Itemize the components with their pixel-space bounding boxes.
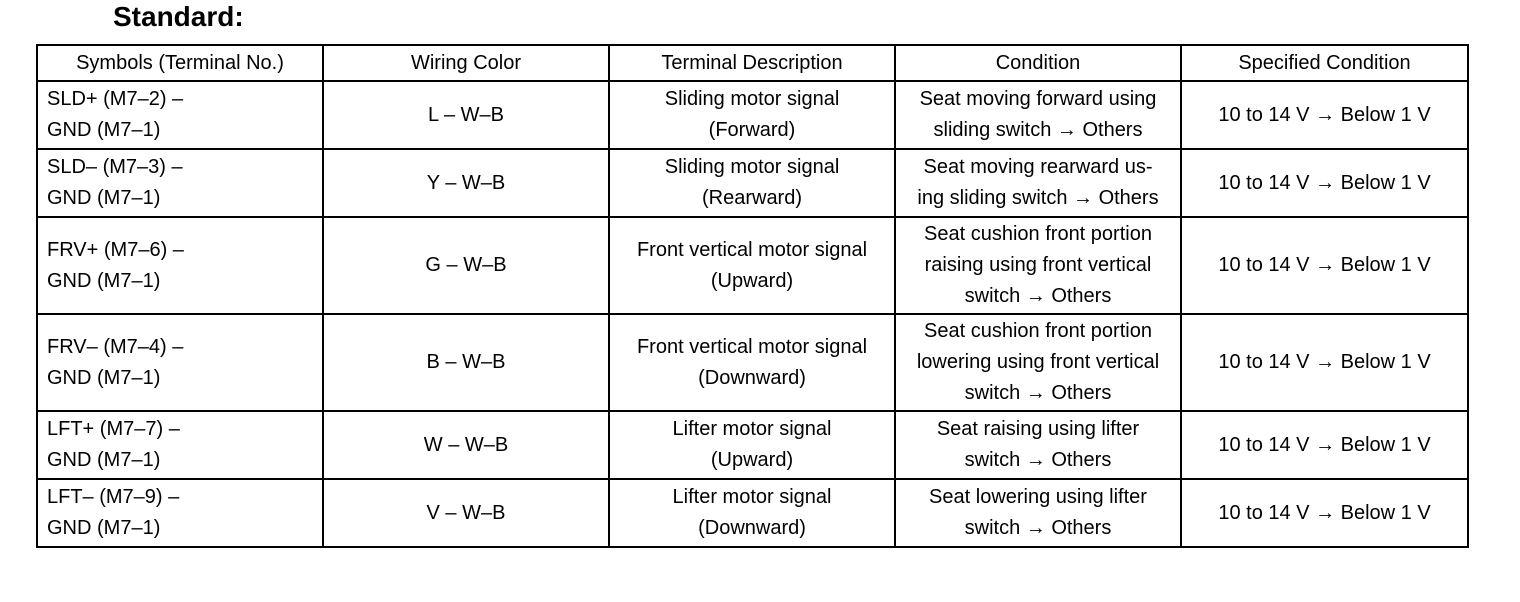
symbol-line: LFT– (M7–9) – [47,486,180,508]
description-cell [609,217,895,314]
header-specified-condition: Specified Condition [1181,45,1468,81]
wiring-color-cell: Y – W–B [323,149,609,217]
description-line: (Upward) [710,449,794,471]
description-line: (Downward) [698,517,806,539]
condition-cell [895,149,1181,217]
table-row [37,149,1468,217]
symbol-cell [37,149,323,217]
description-line: (Forward) [708,119,796,141]
condition-line: Seat moving forward using [919,88,1157,110]
header-condition: Condition [895,45,1181,81]
condition-line: Seat lowering using lifter [929,486,1147,508]
specified-condition-cell: 10 to 14 V → Below 1 V [1181,479,1468,547]
symbol-line: GND (M7–1) [47,449,161,471]
description-line: Lifter motor signal [672,418,832,440]
description-line: (Rearward) [701,187,803,209]
condition-line: Seat cushion front portion [924,320,1152,342]
specified-condition-cell: 10 to 14 V → Below 1 V [1181,411,1468,479]
condition-line: switch → Others [964,449,1112,471]
symbol-cell [37,217,323,314]
condition-line: ing sliding switch → Others [917,187,1159,209]
symbol-cell [37,81,323,149]
condition-line: sliding switch → Others [933,119,1143,141]
symbol-line: GND (M7–1) [47,366,161,389]
table-row [37,314,1468,411]
description-cell [609,479,895,547]
description-cell [609,81,895,149]
symbol-line: FRV– (M7–4) – [47,335,184,358]
specified-condition-cell: 10 to 14 V → Below 1 V [1181,217,1468,314]
description-line: (Upward) [710,269,794,292]
header-wiring-color: Wiring Color [323,45,609,81]
description-cell [609,314,895,411]
condition-cell [895,411,1181,479]
wiring-color-cell: L – W–B [323,81,609,149]
description-line: Lifter motor signal [672,486,832,508]
symbol-line: GND (M7–1) [47,187,161,209]
wiring-color-cell: B – W–B [323,314,609,411]
symbol-line: FRV+ (M7–6) – [47,238,184,261]
header-terminal-description: Terminal Description [609,45,895,81]
symbol-line: SLD+ (M7–2) – [47,88,184,110]
specified-condition-cell: 10 to 14 V → Below 1 V [1181,314,1468,411]
condition-cell [895,81,1181,149]
table-row [37,217,1468,314]
wiring-color-cell: W – W–B [323,411,609,479]
symbol-line: GND (M7–1) [47,119,161,141]
header-symbols: Symbols (Terminal No.) [37,45,323,81]
table-row [37,479,1468,547]
condition-line: Seat raising using lifter [936,418,1140,440]
description-line: Front vertical motor signal [636,238,868,261]
description-line: (Downward) [698,366,806,389]
condition-line: Seat moving rearward us- [923,156,1153,178]
condition-line: switch → Others [964,382,1112,404]
condition-line: lowering using front vertical [916,351,1160,373]
description-cell [609,411,895,479]
specified-condition-cell: 10 to 14 V → Below 1 V [1181,149,1468,217]
symbol-line: GND (M7–1) [47,269,161,292]
condition-cell [895,217,1181,314]
wiring-color-cell: G – W–B [323,217,609,314]
table-row [37,411,1468,479]
condition-line: switch → Others [964,285,1112,307]
condition-cell [895,314,1181,411]
symbol-line: LFT+ (M7–7) – [47,418,180,440]
description-line: Sliding motor signal [664,156,840,178]
condition-line: Seat cushion front portion [924,223,1152,245]
symbol-cell [37,479,323,547]
description-cell [609,149,895,217]
table-row [37,81,1468,149]
wiring-color-cell: V – W–B [323,479,609,547]
symbol-cell [37,411,323,479]
table-header-row [37,45,1468,81]
condition-line: switch → Others [964,517,1112,539]
symbol-line: SLD– (M7–3) – [47,156,183,178]
specified-condition-cell: 10 to 14 V → Below 1 V [1181,81,1468,149]
condition-line: raising using front vertical [924,254,1152,276]
condition-cell [895,479,1181,547]
standard-table [36,44,1469,548]
page-title: Standard: [113,1,244,32]
symbol-line: GND (M7–1) [47,517,161,539]
description-line: Front vertical motor signal [636,335,868,358]
symbol-cell [37,314,323,411]
description-line: Sliding motor signal [664,88,840,110]
